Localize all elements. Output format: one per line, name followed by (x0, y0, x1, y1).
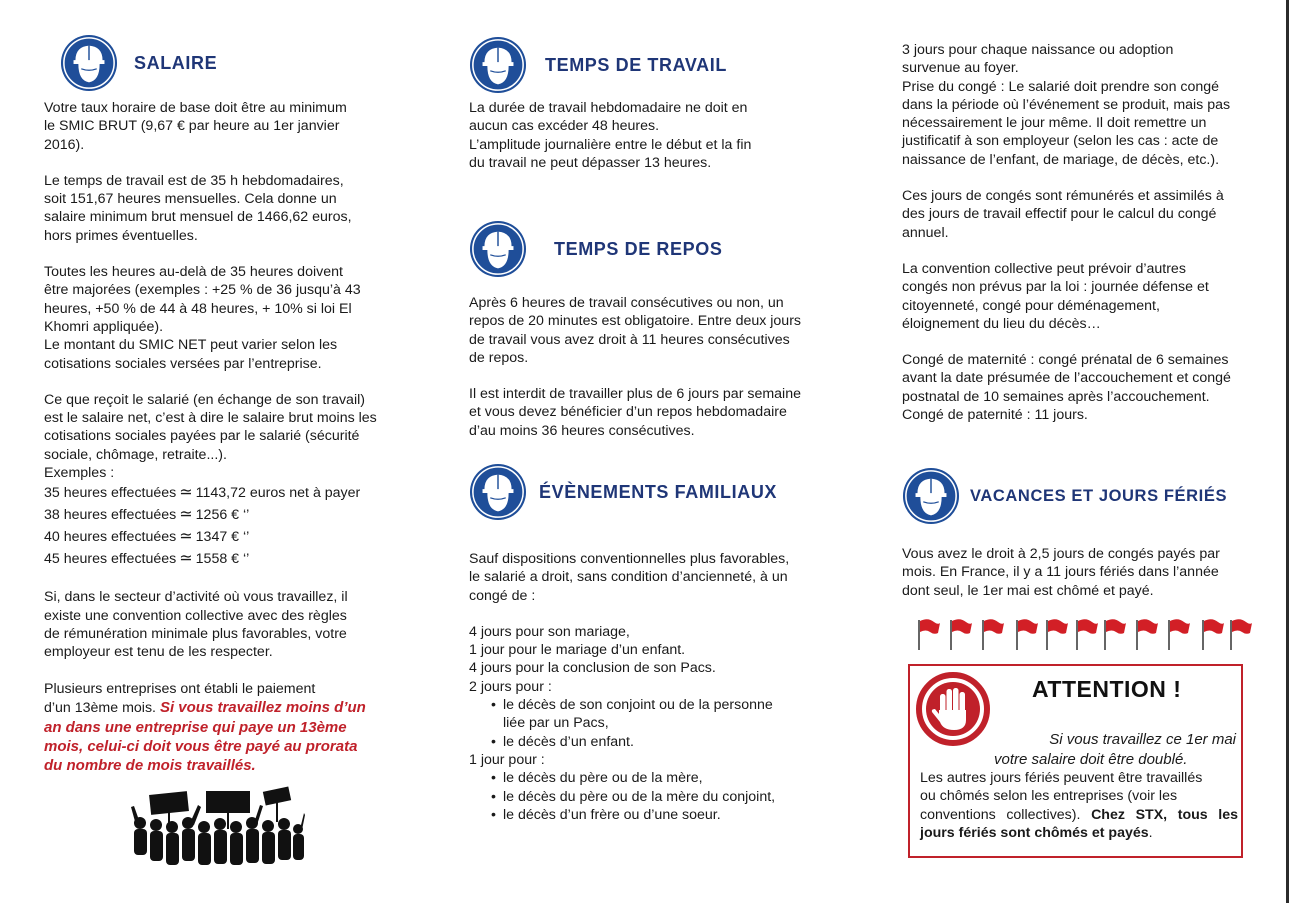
example-amount: 1256 € ‘’ (195, 507, 250, 524)
salaire-p4-line: cotisations sociales payées par le salarié (sécurité (44, 428, 360, 445)
salaire-body (44, 99, 391, 775)
example-amount: 1347 € ‘’ (195, 529, 250, 546)
example-hours: 45 heures effectuées (44, 551, 177, 568)
approx-symbol: ≃ (179, 506, 193, 524)
temps-travail-line: L’amplitude journalière entre le début et la fin (469, 136, 752, 153)
evenements-bullets-1-day (469, 769, 819, 824)
red-flag-icon (1202, 619, 1224, 650)
salaire-13th-month-warning: an dans une entreprise qui paye un 13ème (44, 718, 347, 736)
conges-line: justificatif à son employeur (selon les cas : acte de (902, 133, 1219, 150)
salaire-title: SALAIRE (134, 52, 218, 73)
example-row (44, 526, 391, 548)
temps-repos-line: de travail vous avez droit à 11 heures consécutives (469, 331, 790, 348)
right-edge-bar (1286, 0, 1289, 903)
salaire-p4-line: sociale, chômage, retraite...). (44, 446, 227, 463)
protesters-silhouette (130, 785, 305, 867)
salaire-p4-line: Ce que reçoit le salarié (en échange de son travail) (44, 391, 365, 408)
conges-line: naissance de l’enfant, de mariage, de décès, etc.). (902, 151, 1220, 168)
temps-repos-line: Il est interdit de travailler plus de 6 jours par semaine (469, 386, 801, 403)
salaire-13th-month-text: d’un 13ème mois. (44, 699, 160, 716)
temps-repos-line: Après 6 heures de travail consécutives ou non, un (469, 295, 784, 311)
attention-body-text: . (1148, 824, 1153, 841)
salaire-13th-month-warning: Si vous travaillez moins d’un (159, 698, 366, 716)
list-item: • le décès de son conjoint ou de la personne (469, 696, 819, 714)
example-hours: 38 heures effectuées (44, 507, 177, 524)
attention-italic-line: Si vous travaillez ce 1er mai (1049, 731, 1236, 748)
salaire-p5-line: Si, dans le secteur d’activité où vous travaillez, il (44, 589, 348, 606)
attention-box (908, 664, 1243, 858)
salaire-p6-line: Plusieurs entreprises ont établi le paiement (44, 680, 316, 697)
conges-line: annuel. (902, 224, 949, 241)
vacances-title: VACANCES ET JOURS FÉRIÉS (970, 486, 1228, 505)
attention-body-text: conventions collectives). (920, 806, 1092, 823)
temps-repos-title: TEMPS DE REPOS (554, 238, 723, 259)
salaire-13th-month-warning: du nombre de mois travaillés. (44, 756, 256, 774)
evenements-item: 4 jours pour la conclusion de son Pacs. (469, 660, 716, 677)
conges-line: éloignement du lieu du décès… (902, 315, 1101, 332)
conges-line: Prise du congé : Le salarié doit prendre son congé (902, 78, 1220, 95)
salaire-p3-line: Toutes les heures au-delà de 35 heures doivent (44, 264, 343, 281)
red-flag-icon (918, 619, 940, 650)
temps-repos-line: d’au moins 36 heures consécutives. (469, 422, 695, 439)
conges-line: Congé de paternité : 11 jours. (902, 407, 1088, 424)
vacances-body (902, 545, 1254, 600)
conges-line: La convention collective peut prévoir d’autres (902, 260, 1186, 277)
salaire-p4-line: Exemples : (44, 465, 115, 482)
red-flag-icon (1104, 619, 1126, 650)
conges-line: nécessairement le jour même. Il doit remettre un (902, 115, 1207, 132)
conges-line: Congé de maternité : congé prénatal de 6 semaines (902, 352, 1229, 369)
attention-body (920, 769, 1238, 842)
salaire-p5-line: de rémunération minimale plus favorables, votre (44, 625, 347, 642)
attention-body-line (920, 806, 1238, 824)
salaire-13th-month-warning: mois, celui-ci doit vous être payé au prorata (44, 737, 358, 755)
salaire-p2-line: Le temps de travail est de 35 h hebdomadaires, (44, 172, 344, 189)
salaire-p3-line: heures, +50 % de 44 à 48 heures, + 10% si loi El (44, 300, 352, 317)
hard-hat-icon (469, 220, 527, 278)
salaire-p2-line: salaire minimum brut mensuel de 1466,62 euros, (44, 209, 352, 226)
list-item: • le décès du père ou de la mère du conjoint, (469, 788, 819, 806)
red-flag-icon (1046, 619, 1068, 650)
hard-hat-icon (469, 36, 527, 94)
red-flag-icon (1230, 619, 1252, 650)
red-flag-icon (1136, 619, 1158, 650)
salaire-p3-line: Le montant du SMIC NET peut varier selon les (44, 337, 338, 354)
salaire-p6-line (44, 698, 391, 718)
hard-hat-icon (902, 467, 960, 525)
red-flag-icon (1076, 619, 1098, 650)
salaire-p1-line: le SMIC BRUT (9,67 € par heure au 1er janvier (44, 118, 340, 135)
stop-hand-icon (916, 672, 990, 746)
example-row (44, 482, 391, 504)
conges-line: avant la date présumée de l’accouchement et congé (902, 370, 1231, 387)
example-row (44, 504, 391, 526)
conges-line: des jours de travail effectif pour le calcul du congé (902, 206, 1217, 223)
approx-symbol: ≃ (179, 528, 193, 546)
example-row (44, 548, 391, 570)
attention-body-line (920, 824, 1238, 842)
attention-italic-line: votre salaire doit être doublé. (994, 751, 1188, 768)
temps-travail-line: aucun cas excéder 48 heures. (469, 118, 660, 135)
list-item: • le décès d’un enfant. (469, 733, 819, 751)
vacances-line: mois. En France, il y a 11 jours fériés dans l’année (902, 564, 1219, 581)
salaire-header (60, 34, 217, 92)
attention-body-line: Les autres jours fériés peuvent être travaillés (920, 770, 1203, 786)
temps-travail-title: TEMPS DE TRAVAIL (545, 54, 727, 75)
conges-body (902, 41, 1252, 424)
example-amount: 1143,72 euros net à payer (195, 485, 361, 502)
temps-travail-line: du travail ne peut dépasser 13 heures. (469, 154, 712, 171)
salaire-p3-line: Khomri appliquée). (44, 318, 164, 335)
hard-hat-icon (60, 34, 118, 92)
temps-repos-line: repos de 20 minutes est obligatoire. Entre deux jours (469, 313, 802, 330)
list-item-continuation: liée par un Pacs, (503, 715, 609, 732)
temps-travail-line: La durée de travail hebdomadaire ne doit en (469, 100, 748, 116)
red-flag-icon (982, 619, 1004, 650)
vacances-header (902, 467, 1227, 525)
evenements-item: 1 jour pour : (469, 751, 545, 768)
vacances-line: dont seul, le 1er mai est chômé et payé. (902, 582, 1154, 599)
temps-travail-header (469, 36, 727, 94)
attention-stx-note: jours fériés sont chômés et payés (920, 824, 1149, 841)
approx-symbol: ≃ (179, 484, 193, 502)
salaire-p1-line: 2016). (44, 136, 85, 153)
salaire-p2-line: hors primes éventuelles. (44, 227, 198, 244)
conges-line: 3 jours pour chaque naissance ou adoption (902, 42, 1174, 58)
salaire-p3-line: cotisations sociales versées par l’entreprise. (44, 355, 322, 372)
attention-italic (994, 750, 1236, 769)
red-flags-row (912, 615, 1257, 655)
conges-line: dans la période où l’événement se produit, mais pas (902, 96, 1231, 113)
conges-line: postnatal de 10 semaines après l’accouchement. (902, 388, 1210, 405)
hard-hat-icon (469, 463, 527, 521)
evenements-item: 1 jour pour le mariage d’un enfant. (469, 642, 686, 659)
conges-line: congés non prévus par la loi : journée défense et (902, 279, 1209, 296)
salaire-p3-line: être majorées (exemples : +25 % de 36 jusqu’à 43 (44, 282, 361, 299)
salaire-p5-line: existe une convention collective avec des règles (44, 607, 347, 624)
red-flag-icon (1016, 619, 1038, 650)
conges-line: survenue au foyer. (902, 60, 1019, 77)
example-hours: 40 heures effectuées (44, 529, 177, 546)
evenements-item: 2 jours pour : (469, 678, 552, 695)
conges-line: citoyenneté, congé pour déménagement, (902, 297, 1160, 314)
temps-repos-line: de repos. (469, 349, 529, 366)
evenements-bullets-2-days (469, 696, 819, 751)
list-item: • le décès du père ou de la mère, (469, 769, 819, 787)
salaire-p1-line: Votre taux horaire de base doit être au minimum (44, 100, 347, 116)
evenements-title: ÉVÈNEMENTS FAMILIAUX (539, 481, 778, 502)
list-item: • le décès d’un frère ou d’une soeur. (469, 806, 819, 824)
evenements-intro-line: le salarié a droit, sans condition d’ancienneté, à un (469, 569, 788, 586)
evenements-body (469, 550, 819, 824)
salaire-p5-line: employeur est tenu de les respecter. (44, 644, 273, 661)
evenements-intro-line: Sauf dispositions conventionnelles plus favorables, (469, 551, 790, 567)
temps-repos-body (469, 294, 816, 440)
temps-travail-body (469, 99, 789, 172)
conges-line: Ces jours de congés sont rémunérés et assimilés à (902, 188, 1224, 205)
evenements-intro-line: congé de : (469, 587, 536, 604)
evenements-item: 4 jours pour son mariage, (469, 623, 630, 640)
attention-stx-note: Chez STX, tous les (1091, 806, 1238, 823)
vacances-line: Vous avez le droit à 2,5 jours de congés payés par (902, 546, 1220, 562)
approx-symbol: ≃ (179, 550, 193, 568)
salaire-p4-line: est le salaire net, c’est à dire le salaire brut moins les (44, 410, 377, 427)
salaire-p2-line: soit 151,67 heures mensuelles. Cela donne un (44, 191, 337, 208)
example-hours: 35 heures effectuées (44, 485, 177, 502)
temps-repos-header (469, 220, 722, 278)
attention-italic (994, 730, 1236, 749)
attention-title: ATTENTION ! (1032, 676, 1182, 702)
attention-body-line: ou chômés selon les entreprises (voir les (920, 788, 1178, 805)
evenements-header (469, 463, 777, 521)
temps-repos-line: et vous devez bénéficier d’un repos hebdomadaire (469, 404, 787, 421)
red-flag-icon (1168, 619, 1190, 650)
example-amount: 1558 € ‘’ (195, 551, 250, 568)
red-flag-icon (950, 619, 972, 650)
